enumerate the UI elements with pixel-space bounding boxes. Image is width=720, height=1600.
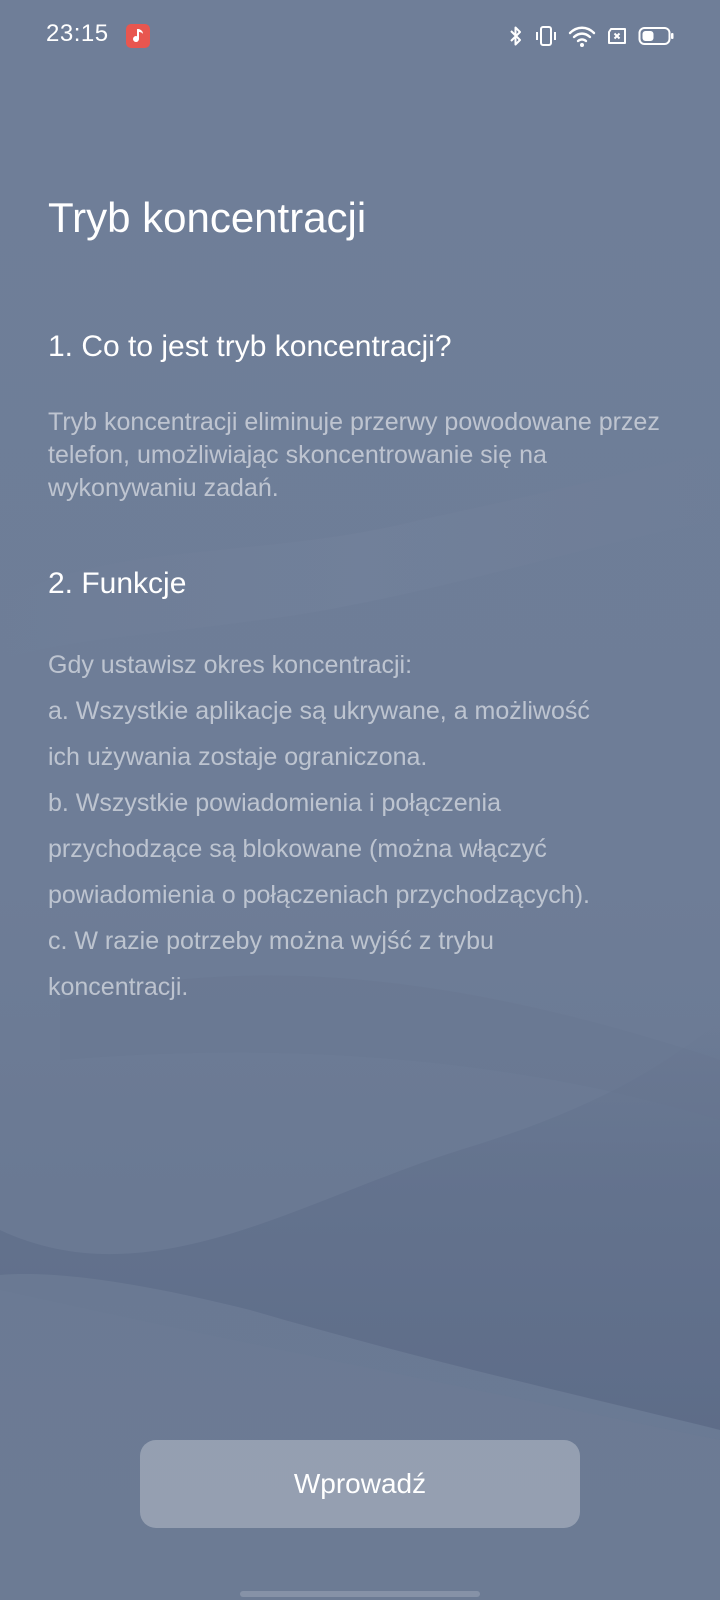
section-heading-what-is: 1. Co to jest tryb koncentracji? bbox=[48, 330, 452, 363]
status-icons bbox=[508, 22, 674, 50]
features-line: powiadomienia o połączeniach przychodzących). bbox=[48, 881, 590, 909]
vibrate-icon bbox=[534, 24, 558, 48]
features-line: koncentracji. bbox=[48, 973, 189, 1001]
no-sim-icon bbox=[606, 26, 628, 46]
features-line: a. Wszystkie aplikacje są ukrywane, a możliwość bbox=[48, 697, 590, 725]
status-bar bbox=[0, 0, 720, 72]
section-body-features bbox=[48, 642, 678, 1010]
bluetooth-icon bbox=[508, 24, 524, 48]
section-body-what-is: Tryb koncentracji eliminuje przerwy powodowane przez telefon, umożliwiając skoncentrowanie się na wykonywaniu zadań. bbox=[48, 408, 660, 502]
home-indicator[interactable] bbox=[240, 1591, 480, 1597]
wifi-icon bbox=[568, 24, 596, 48]
music-note-icon bbox=[126, 24, 150, 48]
features-line: b. Wszystkie powiadomienia i połączenia bbox=[48, 789, 501, 817]
page-title: Tryb koncentracji bbox=[48, 194, 367, 241]
enter-button[interactable]: Wprowadź bbox=[140, 1440, 580, 1528]
features-line: Gdy ustawisz okres koncentracji: bbox=[48, 651, 413, 679]
battery-icon bbox=[638, 25, 674, 47]
status-time: 23:15 bbox=[46, 20, 109, 47]
section-heading-features: 2. Funkcje bbox=[48, 567, 187, 600]
features-line: przychodzące są blokowane (można włączyć bbox=[48, 835, 547, 863]
features-line: ich używania zostaje ograniczona. bbox=[48, 743, 428, 771]
features-line: c. W razie potrzeby można wyjść z trybu bbox=[48, 927, 494, 955]
